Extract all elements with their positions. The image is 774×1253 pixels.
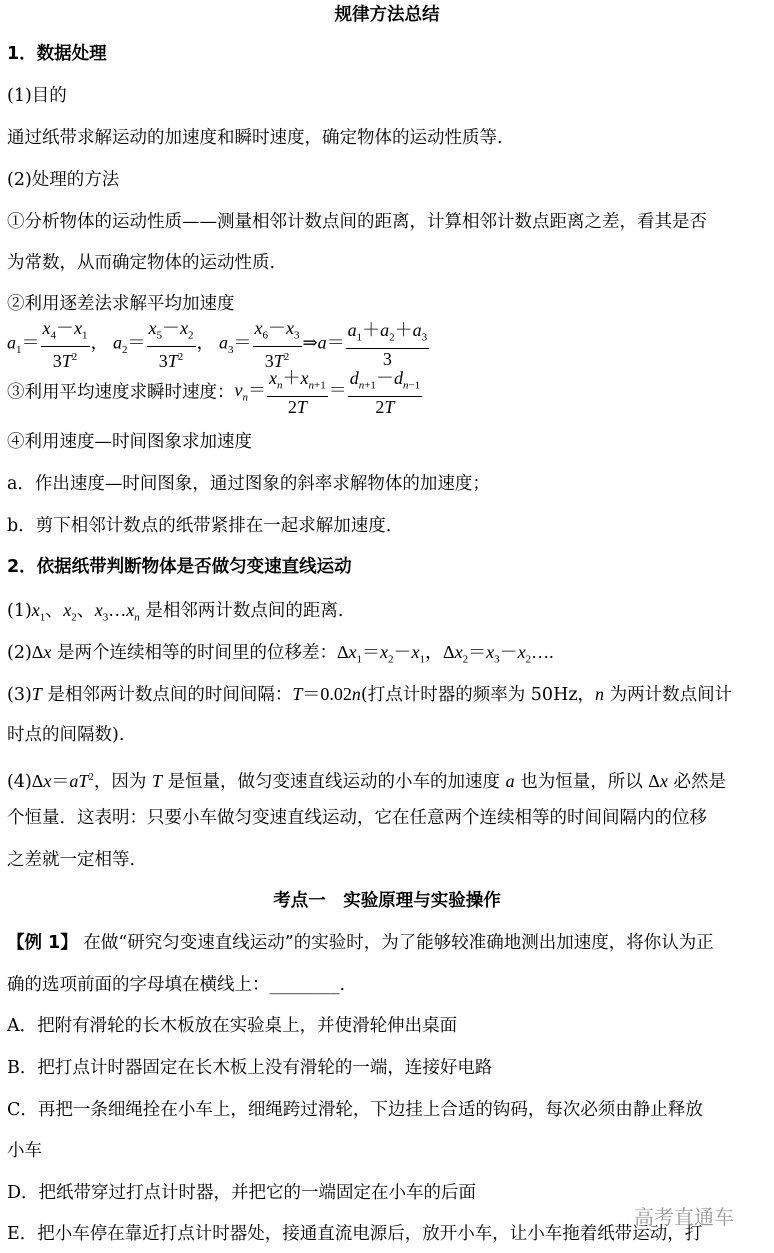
paragraph: $(4)\Delta x=aT^2$，因为 T 是恒量，做匀变速直线运动的小车的加速度 a 也为恒量，所以 Δx 必然是 xyxy=(7,771,726,792)
watermark-logo: 高考直通车 xyxy=(634,1205,734,1229)
example-label: 【例 1】 xyxy=(7,933,78,953)
paragraph: ④利用速度—时间图象求加速度 xyxy=(7,432,252,452)
option-e: E．把小车停在靠近打点计时器处，接通直流电源后，放开小车，让小车拖着纸带运动，打 xyxy=(7,1224,703,1244)
option-a: A．把附有滑轮的长木板放在实验桌上，并使滑轮伸出桌面 xyxy=(7,1016,458,1036)
option-c-continued: 小车 xyxy=(7,1141,42,1161)
paragraph: ②利用逐差法求解平均加速度 xyxy=(7,294,235,314)
paragraph: 通过纸带求解运动的加速度和瞬时速度，确定物体的运动性质等. xyxy=(7,128,503,148)
paragraph: b．剪下相邻计数点的纸带紧排在一起求解加速度. xyxy=(7,516,392,536)
option-b: B．把打点计时器固定在长木板上没有滑轮的一端，连接好电路 xyxy=(7,1058,493,1078)
section-heading: 1．数据处理 xyxy=(7,44,107,64)
subheading: (2)处理的方法 xyxy=(7,170,120,190)
page-title: 规律方法总结 xyxy=(334,5,440,25)
paragraph: 为常数，从而确定物体的运动性质. xyxy=(7,253,276,273)
example-question: 【例 1】 在做“研究匀变速直线运动”的实验时，为了能够较准确地测出加速度，将你认为正 xyxy=(7,933,714,953)
paragraph: 个恒量．这表明：只要小车做匀变速直线运动，它在任意两个连续相等的时间间隔内的位移 xyxy=(7,808,707,828)
paragraph: 确的选项前面的字母填在横线上：________. xyxy=(7,975,346,995)
topic-heading: 考点一 实验原理与实验操作 xyxy=(273,891,501,911)
option-d: D．把纸带穿过打点计时器，并把它的一端固定在小车的后面 xyxy=(7,1183,477,1203)
paragraph: (2)Δx 是两个连续相等的时间里的位移差：$\Delta x_1=x_2-x_1$，$\Delta x_2=x_3-x_2\dots$. xyxy=(7,642,554,666)
formula-successive-difference: $a_1=$ $\frac{x_4-x_1}{3T^2}$ ， $a_2=$ $\frac{x_5-x_2}{3T^2}$ ， $a_3=$ $\frac{x_6-x_3}{3T^2}$ ⇒a＝ $\frac{a_1+a_2+a_3}{3}$ xyxy=(7,318,428,371)
paragraph: a．作出速度—时间图象，通过图象的斜率求解物体的加速度； xyxy=(7,474,490,494)
paragraph: ①分析物体的运动性质——测量相邻计数点间的距离，计算相邻计数点距离之差，看其是否 xyxy=(7,212,707,232)
formula-instantaneous-velocity: ③利用平均速度求瞬时速度：$v_n=$ $\frac{x_n+x_{n+1}}{2T}$ ＝ $\frac{d_{n+1}-d_{n-1}}{2T}$ xyxy=(7,368,421,417)
subheading: (1)目的 xyxy=(7,86,67,106)
option-c: C．再把一条细绳拴在小车上，细绳跨过滑轮，下边挂上合适的钩码，每次必须由静止释放 xyxy=(7,1100,703,1120)
paragraph: 时点的间隔数). xyxy=(7,725,125,745)
paragraph: 之差就一定相等. xyxy=(7,850,136,870)
section-heading: 2．依据纸带判断物体是否做匀变速直线运动 xyxy=(7,557,352,577)
paragraph: $(1)x_1$、$x_2$、$x_3\dots x_n$ 是相邻两计数点间的距离. xyxy=(7,600,344,624)
paragraph: (3)T 是相邻两计数点间的时间间隔：T＝0.02n(打点计时器的频率为 50Hz，n 为两计数点间计 xyxy=(7,684,733,705)
